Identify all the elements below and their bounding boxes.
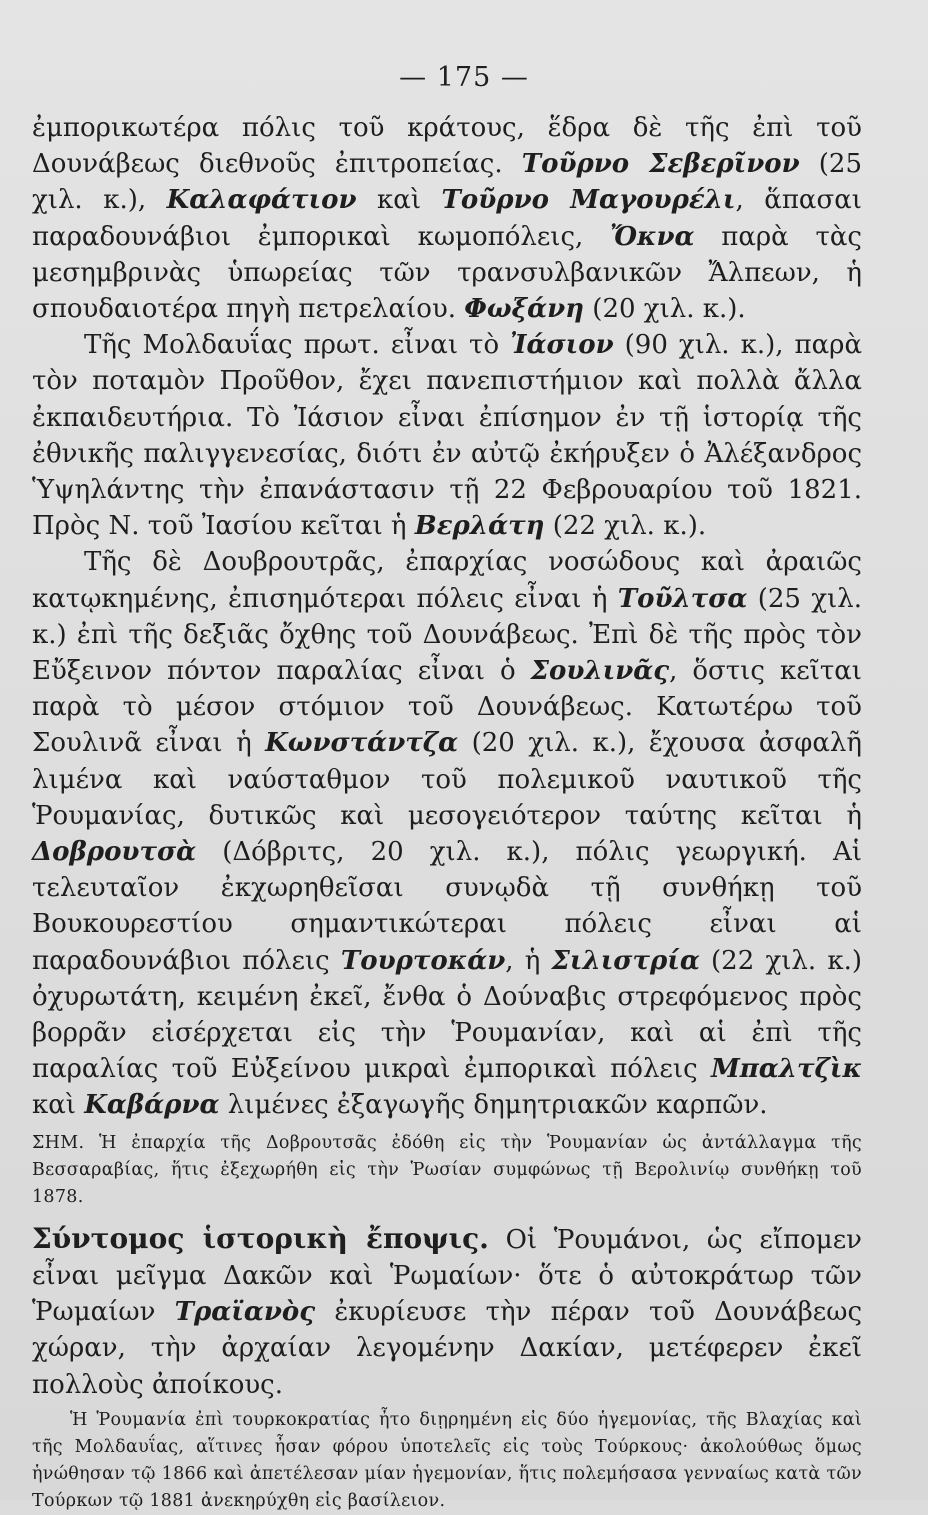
place-name: Βερλάτη [414, 511, 545, 542]
place-name: Σουλινᾶς [530, 656, 670, 687]
place-name: Δοβρουτσὰ [32, 837, 197, 868]
text-segment: (25 χιλ. κ.), [32, 149, 862, 216]
text-segment: , ἅπασαι παραδουνάβιοι ἐμπορικαὶ κωμοπόλεις, [32, 185, 862, 252]
text-segment: , ἡ [505, 945, 552, 976]
text-segment: παρὰ τὰς μεσημβρινὰς ὑπωρείας τῶν τρανσυλβανικῶν Ἄλπεων, ἡ σπουδαιοτέρα πηγὴ πετρελαίου. [32, 221, 862, 325]
footnote-2: Ἡ Ῥουμανία ἐπὶ τουρκοκρατίας ἦτο διῃρημένη εἰς δύο ἡγεμονίας, τῆς Βλαχίας καὶ τῆς Μολδαυΐας, αἵτινες ἦσαν φόρου ὑποτελεῖς εἰς τοὺς Τούρκους· ἀκολούθως ὅμως ἡνώθησαν τῷ 1866 καὶ ἀπετέλεσαν μίαν ἡγεμονίαν, ἥτις πολεμήσασα γενναίως κατὰ τῶν Τούρκων τῷ 1881 ἀνεκηρύχθη εἰς βασίλειον. [32, 1409, 862, 1511]
text-segment: (22 χιλ. κ.) ὀχυρωτάτη, κειμένη ἐκεῖ, ἔνθα ὁ Δούναβις στρεφόμενος πρὸς βορρᾶν εἰσέρχεται εἰς τὴν Ῥουμανίαν, καὶ αἱ ἐπὶ τῆς παραλίας τοῦ Εὐξείνου μικραὶ ἐμπορικαὶ πόλεις [32, 945, 863, 1085]
place-name: Καλαφάτιον [166, 185, 357, 216]
text-segment: καὶ [32, 1090, 85, 1121]
text-segment: καὶ [356, 185, 442, 216]
section-text-2: ἐκυρίευσε τὴν πέραν τοῦ Δουνάβεως χώραν, τὴν ἀρχαίαν λεγομένην Δακίαν, μετέφερεν ἐκεῖ πολλοὺς ἀποίκους. [32, 1297, 862, 1400]
place-name: Φωξάνη [464, 294, 585, 325]
text-segment: (20 χιλ. κ.), ἔχουσα ἀσφαλῆ λιμένα καὶ ναύσταθμον τοῦ πολεμικοῦ ναυτικοῦ τῆς Ῥουμανίας, δυτικῶς καὶ μεσογειότερον ταύτης κεῖται ἡ [32, 728, 862, 831]
place-name: Ὄκνα [610, 221, 695, 252]
text-segment: ἐμπορικωτέρα πόλις τοῦ κράτους, ἕδρα δὲ τῆς ἐπὶ τοῦ Δουνάβεως διεθνοῦς ἐπιτροπείας. [32, 113, 862, 180]
footnote-1: ΣΗΜ. Ἡ ἐπαρχία τῆς Δοβρουτσᾶς ἐδόθη εἰς τὴν Ῥουμανίαν ὡς ἀντάλλαγμα τῆς Βεσσαραβίας, ἥτις ἐξεχωρήθη εἰς τὴν Ῥωσίαν συμφώνως τῇ Βερολινίῳ συνθήκῃ τοῦ 1878. [32, 1132, 862, 1207]
paragraph-1 [32, 110, 862, 327]
page-number: — 175 — [399, 62, 529, 93]
text-segment: (25 χιλ. κ.) ἐπὶ τῆς δεξιᾶς ὄχθης τοῦ Δουνάβεως. Ἐπὶ δὲ τῆς πρὸς τὸν Εὔξεινον πόντον παραλίας εἶναι ὁ [32, 583, 862, 687]
place-name: Τουρτοκάν [340, 945, 506, 976]
section-title: Σύντομος ἱστορικὴ ἔποψις. [32, 1221, 489, 1255]
place-name: Τοῦρνο Σεβερῖνον [521, 149, 800, 180]
place-name: Μπαλτζὶκ [710, 1054, 862, 1085]
text-segment: Τῆς δὲ Δουβρουτρᾶς, ἐπαρχίας νοσώδους καὶ ἀραιῶς κατῳκημένης, ἐπισημότεραι πόλεις εἶναι ἡ [32, 547, 862, 614]
paragraph-3 [32, 544, 862, 1123]
text-segment: , ὅστις κεῖται παρὰ τὸ μέσον στόμιον τοῦ Δουνάβεως. Κατωτέρω τοῦ Σουλινᾶ εἶναι ἡ [32, 656, 863, 759]
page-body [32, 110, 862, 1515]
place-name: Ἰάσιον [510, 330, 614, 361]
place-name: Καβάρνα [84, 1090, 220, 1121]
text-segment: (22 χιλ. κ.). [544, 511, 707, 542]
text-segment: (90 χιλ. κ.), παρὰ τὸν ποταμὸν Προῦθον, ἔχει πανεπιστήμιον καὶ πολλὰ ἄλλα ἐκπαιδευτήρια. Τὸ Ἰάσιον εἶναι ἐπίσημον ἐν τῇ ἱστορίᾳ τῆς ἐθνικῆς παλιγγενεσίας, διότι ἐν αὐτῷ ἐκήρυξεν ὁ Ἀλέξανδρος Ὑψηλάντης τὴν ἐπανάστασιν τῇ 22 Φεβρουαρίου τοῦ 1821. Πρὸς Ν. τοῦ Ἰασίου κεῖται ἡ [32, 330, 863, 542]
section-name-trajan: Τραϊανὸς [174, 1297, 316, 1328]
text-segment: (Δόβριτς, 20 χιλ. κ.), πόλις γεωργική. Αἱ τελευταῖον ἐκχωρηθεῖσαι συνῳδὰ τῇ συνθήκῃ τοῦ Βουκουρεστίου σημαντικώτεραι πόλεις εἶναι αἱ παραδουνάβιοι πόλεις [32, 837, 862, 976]
section-paragraph [32, 1221, 862, 1403]
text-segment: Τῆς Μολδαυΐας πρωτ. εἶναι τὸ [84, 330, 511, 361]
place-name: Τοῦρνο Μαγουρέλι [441, 185, 736, 216]
place-name: Κωνστάντζα [265, 728, 459, 759]
place-name: Τοῦλτσα [617, 583, 748, 614]
text-segment: λιμένες ἐξαγωγῆς δημητριακῶν καρπῶν. [219, 1090, 768, 1121]
place-name: Σιλιστρία [551, 945, 700, 976]
text-segment: (20 χιλ. κ.). [584, 294, 746, 325]
section-text: Οἱ Ῥουμάνοι, ὡς εἴπομεν εἶναι μεῖγμα Δακῶν καὶ Ῥωμαίων· ὅτε ὁ αὐτοκράτωρ τῶν Ῥωμαίων [32, 1224, 862, 1328]
paragraph-2 [32, 327, 862, 544]
